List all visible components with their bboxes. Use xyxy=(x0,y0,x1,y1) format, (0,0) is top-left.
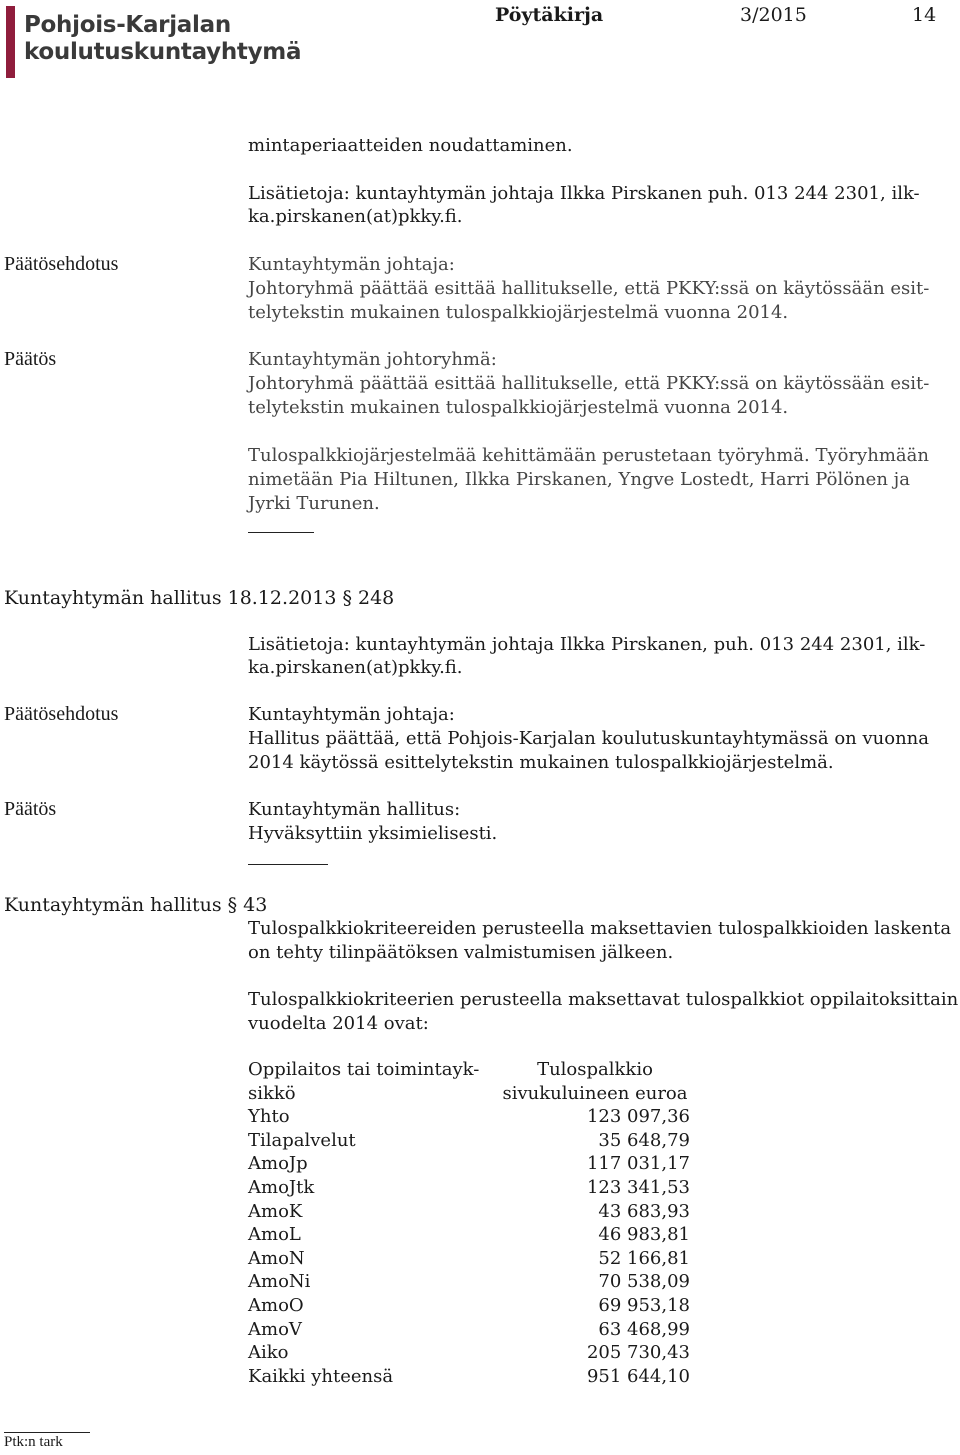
section-divider xyxy=(248,864,328,865)
paragraph-line: mintaperiaatteiden noudattaminen. xyxy=(248,135,573,156)
proposal-line: telytekstin mukainen tulospalkkiojärjestelmä vuonna 2014. xyxy=(248,302,789,323)
page-number: 14 xyxy=(912,4,937,26)
table-cell-unit: AmoNi xyxy=(248,1271,311,1293)
section-heading: Kuntayhtymän hallitus § 43 xyxy=(4,894,268,916)
table-cell-unit: Yhto xyxy=(248,1106,290,1128)
decision-extra-line: Tulospalkkiojärjestelmää kehittämään perustetaan työryhmä. Työryhmään xyxy=(248,445,929,466)
table-cell-unit: AmoJtk xyxy=(248,1176,315,1198)
table-cell-amount: 123 341,53 xyxy=(586,1176,690,1198)
table-row xyxy=(248,1105,690,1129)
proposal-label: Päätösehdotus xyxy=(4,253,119,275)
proposal-line: Hallitus päättää, että Pohjois-Karjalan koulutuskuntayhtymässä on vuonna xyxy=(248,728,929,749)
footer-rule xyxy=(4,1432,90,1433)
proposal-line: Johtoryhmä päättää esittää hallitukselle, että PKKY:ssä on käytössään esit- xyxy=(248,278,930,299)
table-cell-amount: 117 031,17 xyxy=(586,1153,690,1175)
document-type: Pöytäkirja xyxy=(495,4,604,26)
table-cell-unit: Aiko xyxy=(248,1342,289,1364)
table-row xyxy=(248,1152,690,1176)
paragraph-line: Tulospalkkiokriteereiden perusteella maksettavien tulospalkkioiden laskenta xyxy=(248,918,952,939)
info-line: ka.pirskanen(at)pkky.fi. xyxy=(248,206,463,227)
info-line: Lisätietoja: kuntayhtymän johtaja Ilkka Pirskanen, puh. 013 244 2301, ilk- xyxy=(248,634,926,655)
table-header-row xyxy=(248,1058,690,1105)
decision-extra-line: Jyrki Turunen. xyxy=(248,493,380,514)
table-cell-amount: 43 683,93 xyxy=(598,1200,690,1222)
table-row xyxy=(248,1200,690,1224)
decision-line: Kuntayhtymän hallitus: xyxy=(248,799,461,820)
section-divider xyxy=(248,532,314,533)
table-row xyxy=(248,1176,690,1200)
table-cell-amount: 52 166,81 xyxy=(598,1247,690,1269)
table-row xyxy=(248,1247,690,1271)
proposal-line: Kuntayhtymän johtaja: xyxy=(248,254,455,275)
table-cell-unit: AmoO xyxy=(248,1294,304,1316)
table-cell-amount: 205 730,43 xyxy=(586,1342,690,1364)
paragraph-line: vuodelta 2014 ovat: xyxy=(248,1013,429,1034)
table-row xyxy=(248,1129,690,1153)
logo-line-1: Pohjois-Karjalan xyxy=(24,12,231,38)
logo-bar xyxy=(6,6,15,78)
decision-extra-line: nimetään Pia Hiltunen, Ilkka Pirskanen, Yngve Lostedt, Harri Pölönen ja xyxy=(248,469,910,490)
table-cell-unit: AmoV xyxy=(248,1318,302,1340)
table-cell-amount: 35 648,79 xyxy=(598,1129,690,1151)
section-heading: Kuntayhtymän hallitus 18.12.2013 § 248 xyxy=(4,587,395,609)
table-row xyxy=(248,1341,690,1365)
organization-logo xyxy=(24,12,301,66)
paragraph-line: Tulospalkkiokriteerien perusteella maksettavat tulospalkkiot oppilaitoksittain xyxy=(248,989,959,1010)
table-row xyxy=(248,1365,690,1389)
column-header-unit: Oppilaitos tai toimintayk- sikkö xyxy=(248,1059,480,1104)
decision-line: Johtoryhmä päättää esittää hallitukselle, että PKKY:ssä on käytössään esit- xyxy=(248,373,930,394)
decision-label: Päätös xyxy=(4,348,57,370)
info-line: Lisätietoja: kuntayhtymän johtaja Ilkka Pirskanen puh. 013 244 2301, ilk- xyxy=(248,183,920,204)
table-cell-amount: 46 983,81 xyxy=(598,1224,690,1246)
document-number: 3/2015 xyxy=(740,4,807,26)
table-cell-unit: AmoL xyxy=(248,1224,301,1246)
column-header-amount: Tulospalkkio sivukuluineen euroa xyxy=(502,1059,688,1104)
table-cell-amount: 69 953,18 xyxy=(598,1294,690,1316)
decision-label: Päätös xyxy=(4,798,57,820)
table-cell-unit: AmoN xyxy=(248,1247,305,1269)
table-body xyxy=(248,1105,690,1388)
proposal-label: Päätösehdotus xyxy=(4,703,119,725)
table-cell-amount: 70 538,09 xyxy=(598,1271,690,1293)
bonus-table xyxy=(248,1058,690,1388)
decision-line: Hyväksyttiin yksimielisesti. xyxy=(248,823,498,844)
proposal-line: Kuntayhtymän johtaja: xyxy=(248,704,455,725)
info-line: ka.pirskanen(at)pkky.fi. xyxy=(248,657,463,678)
table-cell-unit: Kaikki yhteensä xyxy=(248,1365,394,1387)
table-row xyxy=(248,1294,690,1318)
decision-line: Kuntayhtymän johtoryhmä: xyxy=(248,349,497,370)
footer-label: Ptk:n tark xyxy=(4,1434,63,1450)
table-cell-amount: 63 468,99 xyxy=(598,1318,690,1340)
table-row xyxy=(248,1223,690,1247)
decision-line: telytekstin mukainen tulospalkkiojärjestelmä vuonna 2014. xyxy=(248,397,789,418)
table-cell-unit: AmoJp xyxy=(248,1153,308,1175)
table-row xyxy=(248,1318,690,1342)
logo-line-2: koulutuskuntayhtymä xyxy=(24,39,302,65)
paragraph-line: on tehty tilinpäätöksen valmistumisen jälkeen. xyxy=(248,942,674,963)
table-cell-unit: AmoK xyxy=(248,1200,303,1222)
table-cell-unit: Tilapalvelut xyxy=(248,1129,356,1151)
table-row xyxy=(248,1270,690,1294)
proposal-line: 2014 käytössä esittelytekstin mukainen tulospalkkiojärjestelmä. xyxy=(248,752,834,773)
table-cell-amount: 123 097,36 xyxy=(586,1106,690,1128)
table-cell-amount: 951 644,10 xyxy=(586,1365,690,1387)
